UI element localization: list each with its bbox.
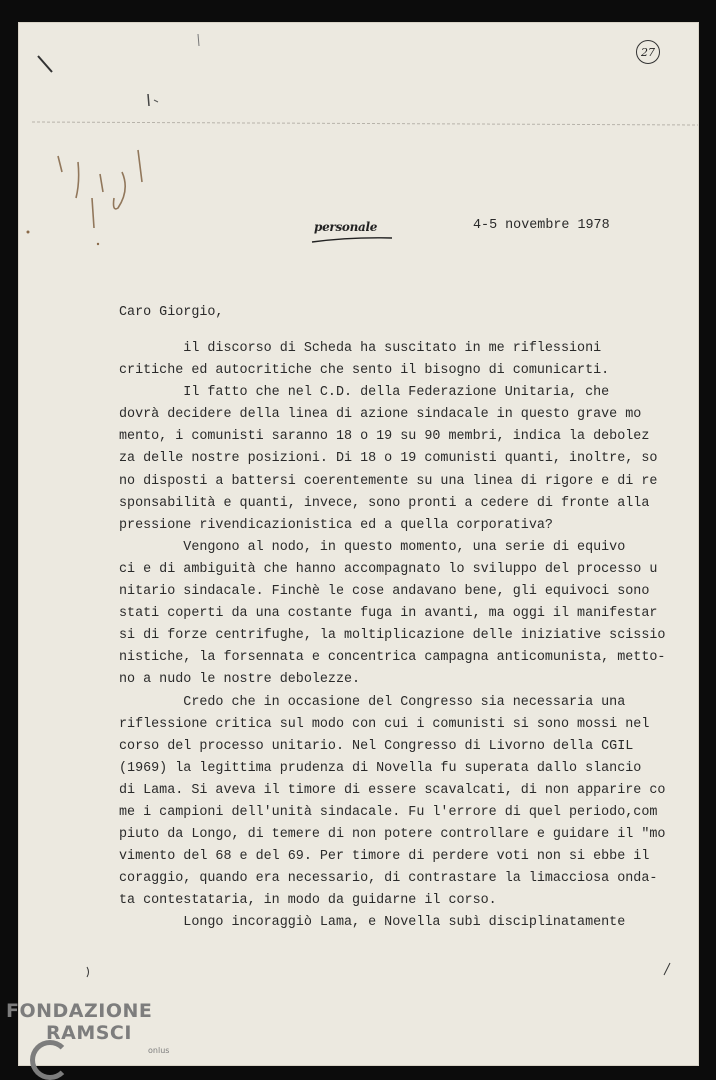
text-line: si di forze centrifughe, la moltiplicazione delle iniziative scissio [119, 628, 666, 644]
text-line: ta contestataria, in modo da guidarne il corso. [119, 893, 497, 909]
text-line: nitario sindacale. Finchè le cose andavano bene, gli equivoci sono [119, 584, 650, 600]
text-line: no a nudo le nostre debolezze. [119, 672, 361, 688]
margin-tick-right [662, 962, 672, 976]
text-line: za delle nostre posizioni. Di 18 o 19 comunisti quanti, inoltre, so [119, 451, 658, 467]
document-page [18, 22, 699, 1066]
margin-tick-left [84, 966, 92, 978]
text-line: mento, i comunisti saranno 18 o 19 su 90 membri, indica la debolez [119, 429, 650, 445]
text-line: critiche ed autocritiche che sento il bisogno di comunicarti. [119, 363, 610, 379]
text-line: coraggio, quando era necessario, di contrastare la limacciosa onda- [119, 871, 658, 887]
text-line: vimento del 68 e del 69. Per timore di perdere voti non si ebbe il [119, 849, 650, 865]
text-line: stati coperti da una costante fuga in avanti, ma oggi il manifestar [119, 606, 658, 622]
text-line: Vengono al nodo, in questo momento, una serie di equivo [119, 539, 626, 555]
text-line: ci e di ambiguità che hanno accompagnato lo sviluppo del processo u [119, 561, 658, 577]
letter-date: 4-5 novembre 1978 [473, 218, 610, 233]
watermark-onlus: onlus [148, 1046, 170, 1055]
text-line: di Lama. Si aveva il timore di essere scavalcati, di non apparire co [119, 782, 666, 798]
watermark-g-logo-icon [30, 1040, 70, 1080]
paper-stains [18, 22, 699, 302]
text-line: Il fatto che nel C.D. della Federazione Unitaria, che [119, 385, 610, 401]
text-line: il discorso di Scheda ha suscitato in me riflessioni [119, 341, 602, 356]
text-line: no disposti a battersi coerentemente su una linea di rigore e di re [119, 473, 658, 489]
fondazione-gramsci-watermark [6, 1000, 170, 1055]
watermark-subtitle [6, 1022, 152, 1044]
text-line: piuto da Longo, di temere di non potere controllare e guidare il "mo [119, 827, 666, 843]
letter-salutation: Caro Giorgio, [119, 305, 224, 320]
handwritten-underline [310, 236, 394, 244]
text-line: nistiche, la forsennata e concentrica campagna anticomunista, metto- [119, 650, 666, 666]
page-number-stamp [636, 40, 660, 64]
text-line: sponsabilità e quanti, invece, sono pronti a cedere di fronte alla [119, 495, 650, 511]
watermark-gramsci: RAMSCI [46, 1022, 132, 1044]
text-line: pressione rivendicazionistica ed a quella corporativa? [119, 517, 553, 533]
watermark-title: FONDAZIONE [6, 1000, 153, 1022]
text-line: Longo incoraggiò Lama, e Novella subì disciplinatamente [119, 915, 626, 931]
text-line: me i campioni dell'unità sindacale. Fu l'errore di quel periodo,com [119, 804, 658, 820]
text-line: (1969) la legittima prudenza di Novella fu superata dallo slancio [119, 760, 642, 776]
text-line: dovrà decidere della linea di azione sindacale in questo grave mo [119, 407, 642, 423]
text-line: corso del processo unitario. Nel Congresso di Livorno della CGIL [119, 738, 634, 754]
handwritten-note: personale [314, 220, 378, 234]
text-line: riflessione critica sul modo con cui i comunisti si sono mossi nel [119, 716, 650, 732]
letter-body [119, 338, 665, 935]
text-line: Credo che in occasione del Congresso sia necessaria una [119, 694, 626, 710]
page-number: 27 [641, 45, 655, 59]
